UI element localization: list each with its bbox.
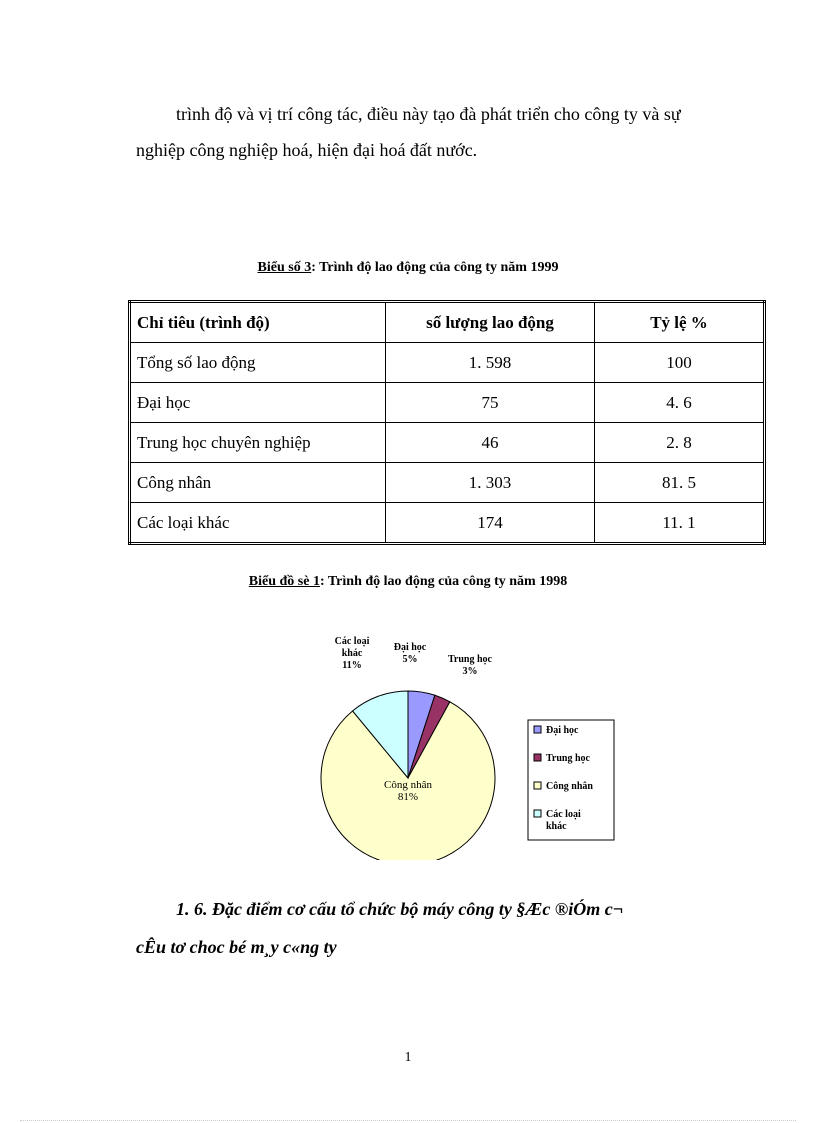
legend-label-dai-hoc: Đại học — [546, 725, 579, 736]
legend-box — [528, 720, 614, 840]
intro-line-1: trình độ và vị trí công tác, điều này tạo đà phát triển cho công ty và sự — [176, 104, 681, 124]
table-cell: 4. 6 — [595, 383, 765, 423]
table-cell: Trung học chuyên nghiệp — [130, 423, 386, 463]
section-heading — [136, 890, 746, 966]
table-cell: 100 — [595, 343, 765, 383]
intro-line-2: nghiệp công nghiệp hoá, hiện đại hoá đất nước. — [136, 140, 478, 160]
legend-swatch-cong-nhan — [534, 782, 541, 789]
table-row — [130, 343, 765, 383]
table-row — [130, 423, 765, 463]
labor-table — [128, 300, 766, 545]
table-cell: Đại học — [130, 383, 386, 423]
table-caption — [0, 260, 816, 276]
table-header-cell: Chỉ tiêu (trình độ) — [130, 302, 386, 343]
table-cell: 1. 303 — [386, 463, 595, 503]
pie-slices — [321, 691, 495, 860]
pie-label-cac-loai-khac: Các loại khác 11% — [334, 636, 370, 671]
table-cell: 75 — [386, 383, 595, 423]
table-cell: 11. 1 — [595, 503, 765, 544]
table-cell: Tổng số lao động — [130, 343, 386, 383]
intro-paragraph — [136, 96, 726, 168]
table-row — [130, 463, 765, 503]
legend-label-cac-loai-khac: Các loại khác — [546, 809, 581, 832]
page-number: 1 — [404, 1050, 412, 1065]
table-header-row — [130, 302, 765, 343]
table-cell: 174 — [386, 503, 595, 544]
table-header-cell: Tỷ lệ % — [595, 302, 765, 343]
table-cell: 81. 5 — [595, 463, 765, 503]
table-row — [130, 503, 765, 544]
table-cell: Công nhân — [130, 463, 386, 503]
table-header-cell: số lượng lao động — [386, 302, 595, 343]
table-cell: 2. 8 — [595, 423, 765, 463]
chart-caption — [0, 574, 816, 590]
pie-label-cong-nhan: Công nhân 81% — [384, 779, 432, 803]
table-cell: 1. 598 — [386, 343, 595, 383]
table-cell: Các loại khác — [130, 503, 386, 544]
section-heading-line-2: cÊu tơ choc bé m¸y c«ng ty — [136, 937, 337, 957]
legend-swatch-dai-hoc — [534, 726, 541, 733]
chart-caption-text: : Trình độ lao động của công ty năm 1998 — [319, 574, 568, 589]
legend-label-trung-hoc: Trung học — [546, 753, 590, 764]
legend-swatch-cac-loai-khac — [534, 810, 541, 817]
page-bottom-divider — [20, 1120, 796, 1121]
legend-label-cong-nhan: Công nhân — [546, 781, 593, 792]
table-caption-text: : Trình độ lao động của công ty năm 1999 — [311, 260, 559, 275]
pie-label-dai-hoc: Đại học 5% — [393, 642, 427, 665]
table-cell: 46 — [386, 423, 595, 463]
chart-caption-label: Biểu đồ sè 1 — [248, 574, 320, 589]
table-caption-label: Biểu số 3 — [257, 260, 312, 275]
chart-legend — [528, 720, 614, 840]
pie-label-trung-hoc: Trung học 3% — [448, 654, 492, 677]
table-row — [130, 383, 765, 423]
pie-chart — [300, 620, 630, 860]
section-heading-line-1: 1. 6. Đặc điểm cơ cấu tổ chức bộ máy công ty §Æc ®iÓm c¬ — [176, 899, 624, 919]
legend-swatch-trung-hoc — [534, 754, 541, 761]
